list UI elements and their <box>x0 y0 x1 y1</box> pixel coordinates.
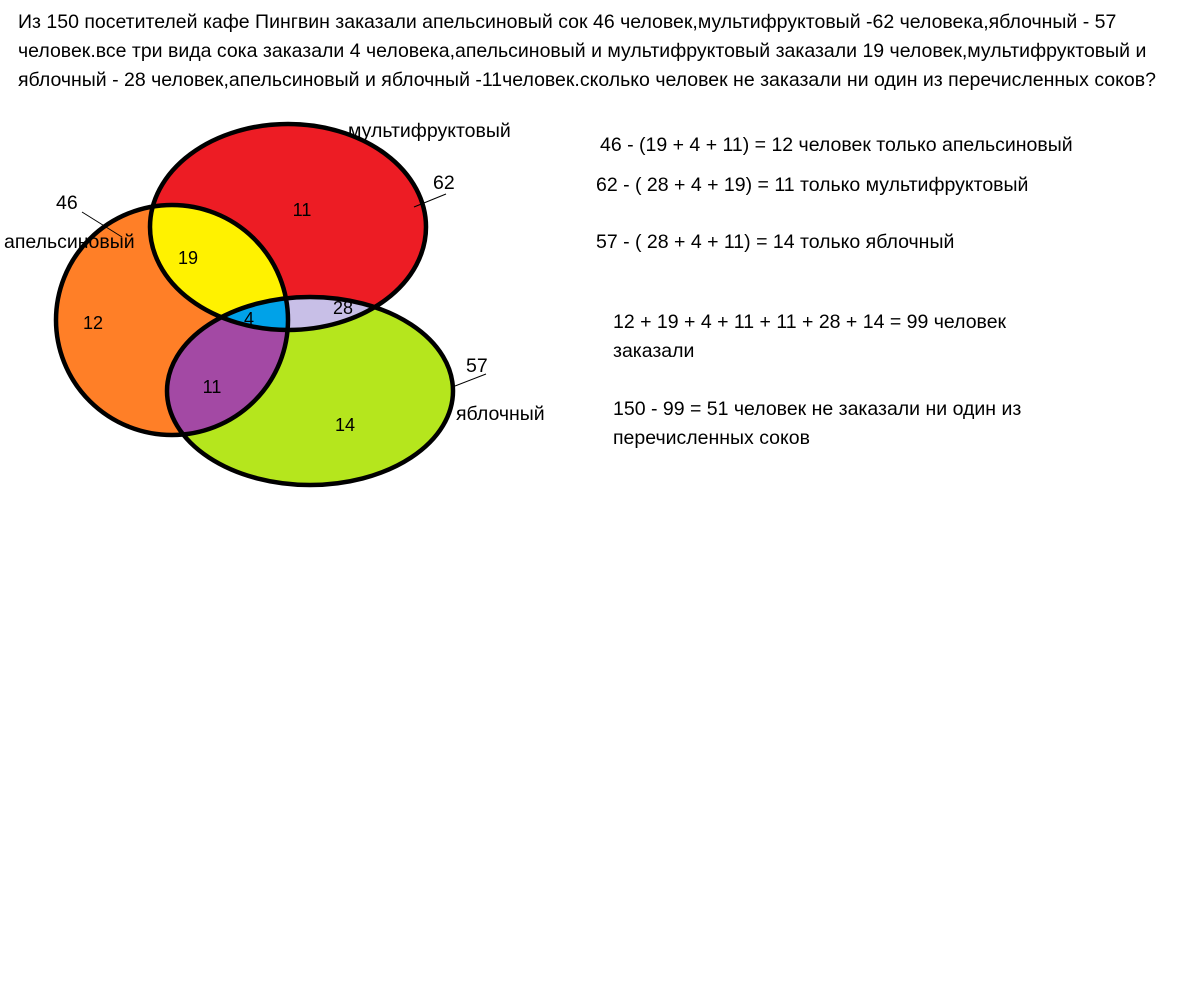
region-all-three: 4 <box>243 309 255 329</box>
calc-sum-line-1: 12 + 19 + 4 + 11 + 11 + 28 + 14 = 99 человек <box>613 311 1007 333</box>
apple-set-total: 57 <box>466 355 488 377</box>
calc-answer-line-2: перечисленных соков <box>613 427 810 449</box>
region-multi-apple: 28 <box>332 298 354 318</box>
problem-line-3: яблочный - 28 человек,апельсиновый и яблочный -11человек.сколько человек не заказали ни один из перечисленных соков? <box>18 69 1156 91</box>
region-multi-only: 11 <box>292 200 312 220</box>
region-orange-only: 12 <box>82 313 104 333</box>
region-orange-apple: 11 <box>202 377 222 397</box>
apple-set-label: яблочный <box>456 403 545 425</box>
problem-line-2: человек.все три вида сока заказали 4 человека,апельсиновый и мультифруктовый заказали 19 человек,мультифруктовый и <box>18 40 1147 62</box>
multi-set-total: 62 <box>433 172 455 194</box>
venn-diagram <box>0 0 560 500</box>
region-orange-multi: 19 <box>177 248 199 268</box>
calc-sum-line-2: заказали <box>613 340 695 362</box>
orange-set-label: апельсиновый <box>4 231 135 253</box>
multi-set-label: мультифруктовый <box>348 120 511 142</box>
calc-apple-only: 57 - ( 28 + 4 + 11) = 14 только яблочный <box>596 231 955 253</box>
calc-answer-line-1: 150 - 99 = 51 человек не заказали ни один из <box>613 398 1022 420</box>
calc-multi-only: 62 - ( 28 + 4 + 19) = 11 только мультифруктовый <box>596 174 1029 196</box>
orange-set-total: 46 <box>56 192 78 214</box>
problem-line-1: Из 150 посетителей кафе Пингвин заказали апельсиновый сок 46 человек,мультифруктовый -62 человека,яблочный - 57 <box>18 11 1117 33</box>
calc-orange-only: 46 - (19 + 4 + 11) = 12 человек только апельсиновый <box>600 134 1073 156</box>
region-apple-only: 14 <box>334 415 356 435</box>
